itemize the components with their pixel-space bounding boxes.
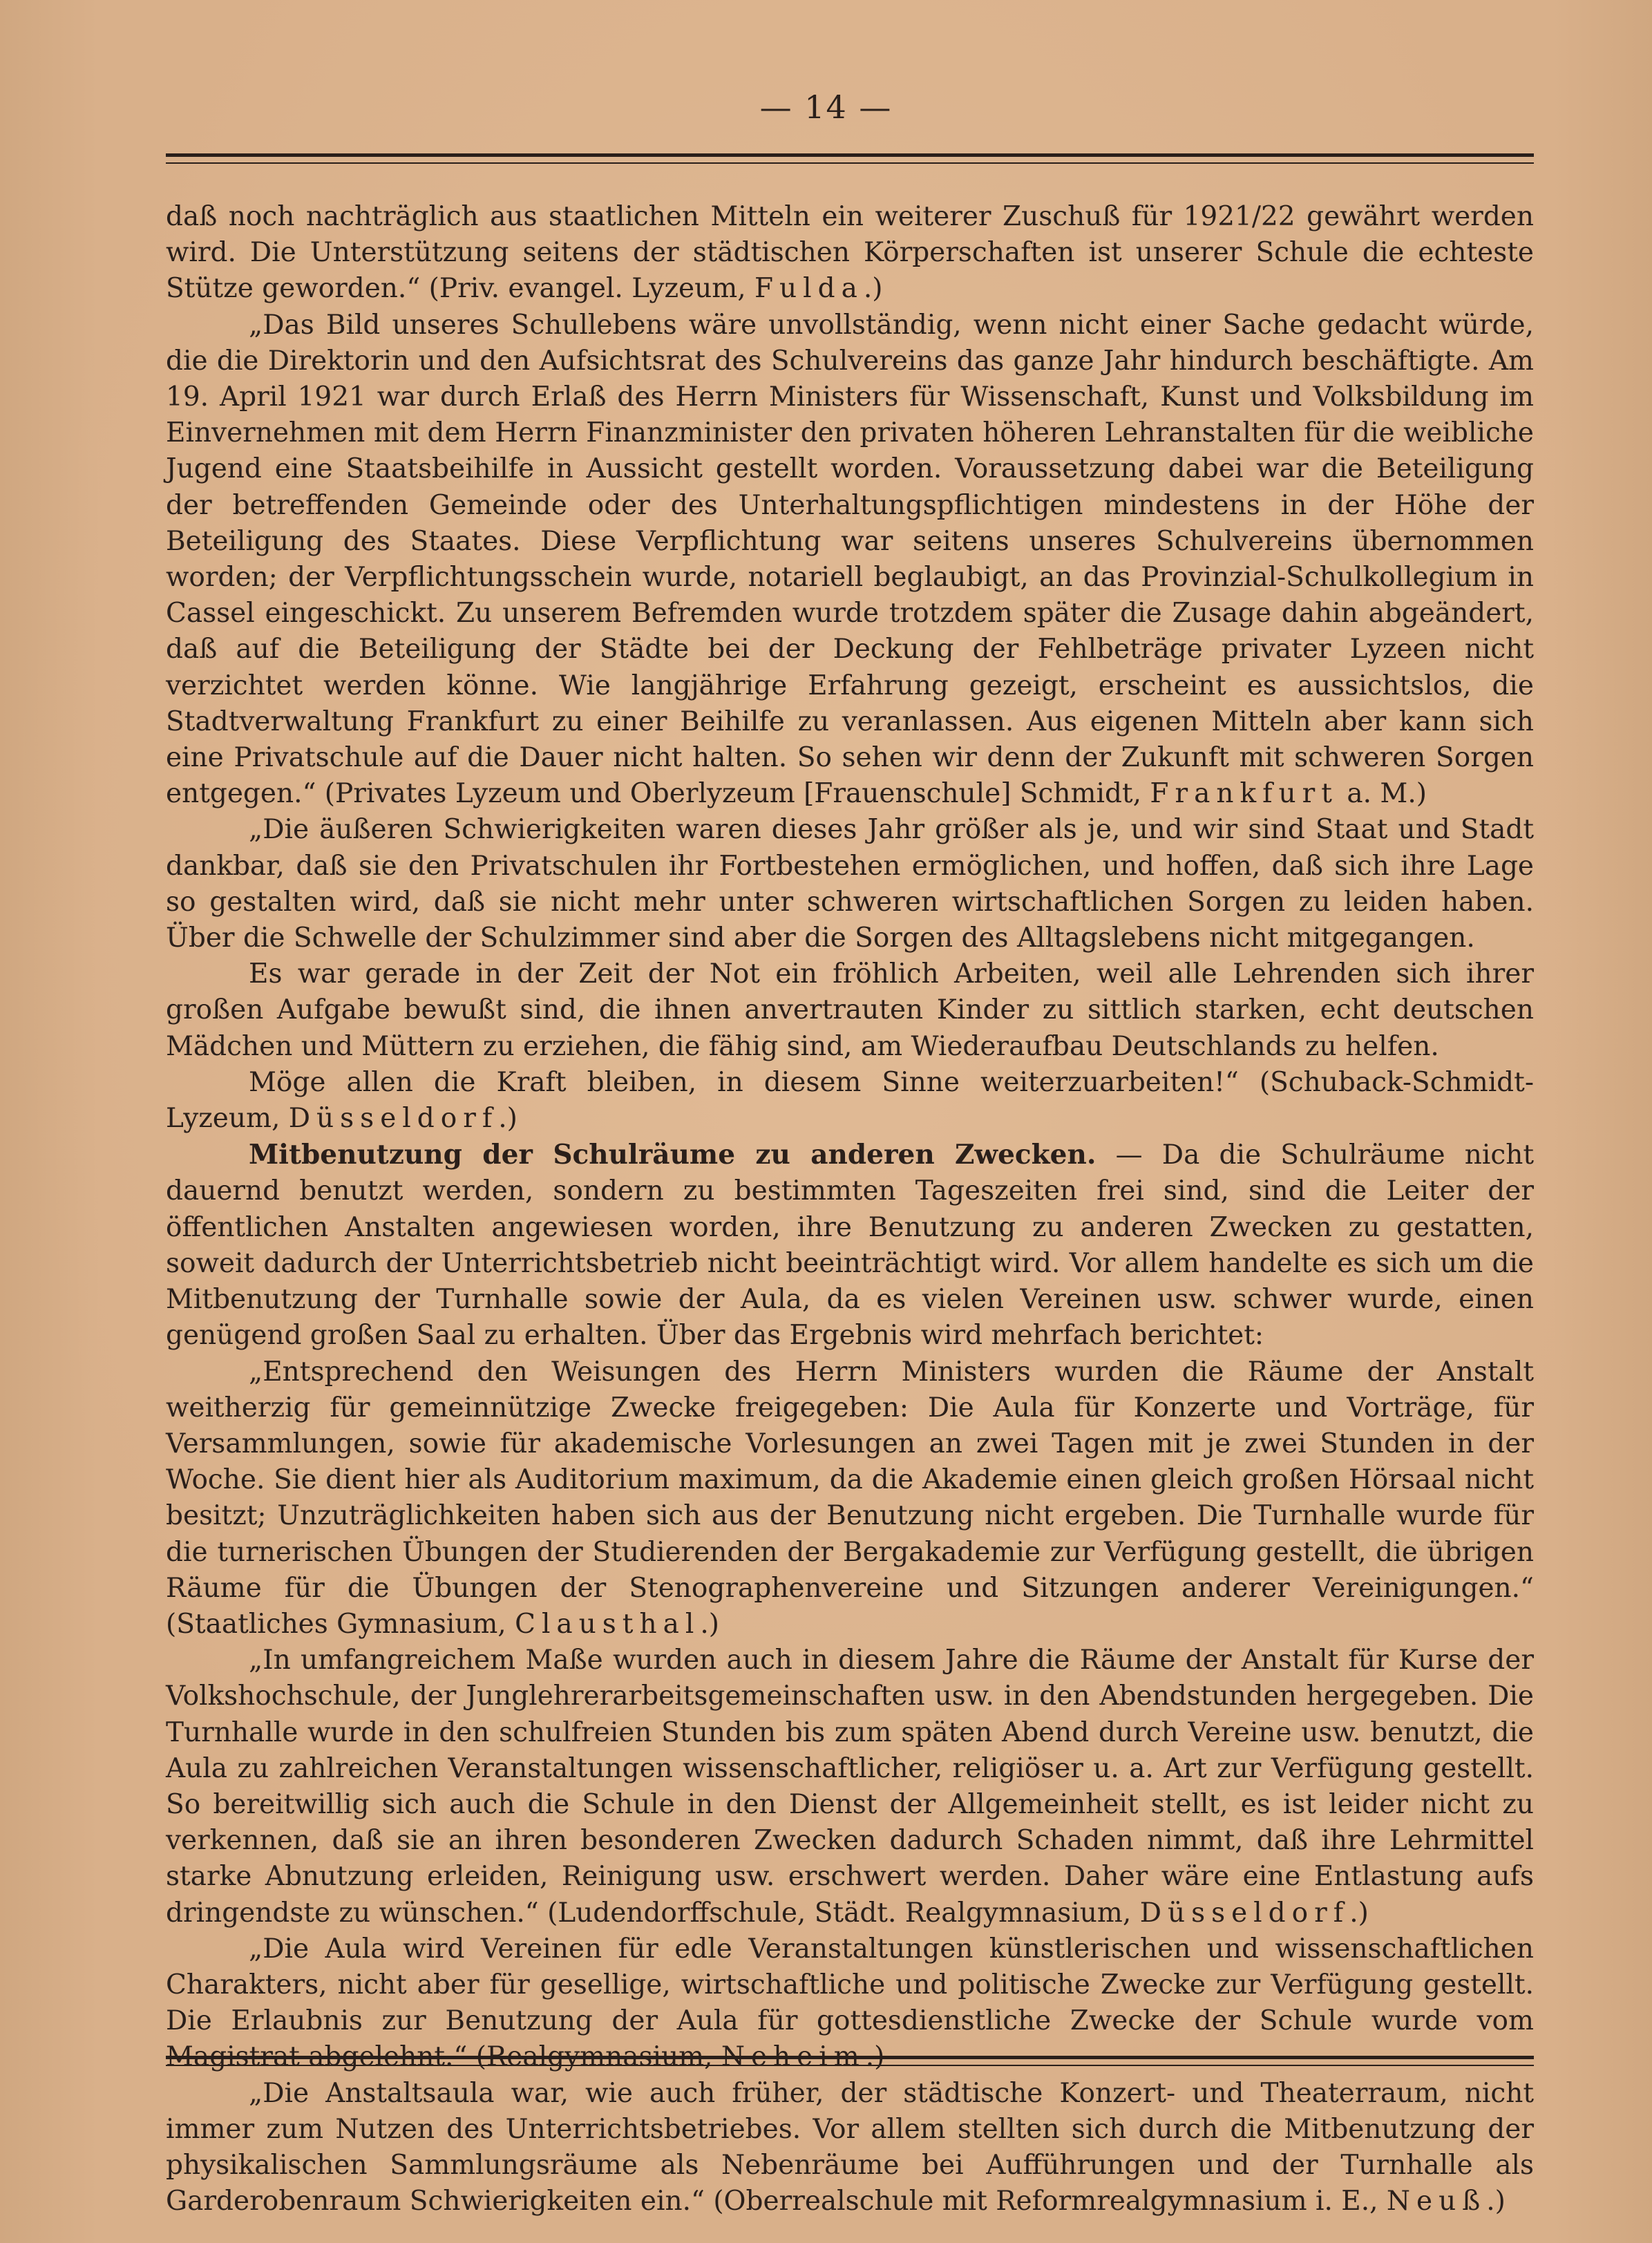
place-name: Düsseldorf [288, 1103, 499, 1135]
header-rule-thin [166, 162, 1534, 164]
page-number: — 14 — [759, 88, 893, 126]
place-name: Düsseldorf [1139, 1897, 1350, 1929]
place-name: Clausthal [515, 1608, 701, 1640]
paragraph: daß noch nachträglich aus staatlichen Mitteln ein weiterer Zuschuß für 1921/22 gewährt werden wird. Die Unterstützung seitens der städtischen Körperschaften ist unserer Schule die echteste Stütze geworden.“ (Priv. evangel. Lyzeum, Fulda.) [166, 201, 1534, 305]
place-name: Neheim [721, 2041, 866, 2073]
section-heading: Mitbenutzung der Schulräume zu anderen Zwecken. [249, 1139, 1096, 1171]
paragraph: Möge allen die Kraft bleiben, in diesem Sinne weiterzuarbeiten!“ (Schuback-Schmidt-Lyzeum, Düsseldorf.) [166, 1066, 1534, 1135]
place-name: Frankfurt [1150, 778, 1338, 810]
place-name: Fulda [754, 273, 864, 305]
footer-rule-thin [166, 2065, 1534, 2066]
body-text [166, 199, 1534, 2220]
header-rule [166, 153, 1534, 157]
paragraph: „Die Anstaltsaula war, wie auch früher, der städtische Konzert- und Theaterraum, nicht immer zum Nutzen des Unterrichtsbetriebes. Vor allem stellten sich durch die Mitbenutzung der physikalischen Sammlungsräume als Nebenräume bei Aufführungen und der Turnhalle als Garderobenraum Schwierigkeiten ein.“ (Oberrealschule mit Reformrealgymnasium i. E., Neuß.) [166, 2077, 1534, 2217]
paragraph: „In umfangreichem Maße wurden auch in diesem Jahre die Räume der Anstalt für Kurse der Volkshochschule, der Junglehrerarbeitsgemeinschaften usw. in den Abendstunden hergegeben. Die Turnhalle wurde in den schulfreien Stunden bis zum späten Abend durch Vereine usw. benutzt, die Aula zu zahlreichen Veranstaltungen wissenschaftlicher, religiöser u. a. Art zur Verfügung gestellt. So bereitwillig sich auch die Schule in den Dienst der Allgemeinheit stellt, es ist leider nicht zu verkennen, daß sie an ihren besonderen Zwecken dadurch Schaden nimmt, daß ihre Lehrmittel starke Abnutzung erleiden, Reinigung usw. erschwert werden. Daher wäre eine Entlastung aufs dringendste zu wünschen.“ (Ludendorffschule, Städt. Realgymnasium, Düsseldorf.) [166, 1645, 1534, 1929]
paragraph: Es war gerade in der Zeit der Not ein fröhlich Arbeiten, weil alle Lehrenden sich ihrer großen Aufgabe bewußt sind, die ihnen anvertrauten Kinder zu sittlich starken, echt deutschen Mädchen und Müttern zu erziehen, die fähig sind, am Wiederaufbau Deutschlands zu helfen. [166, 958, 1534, 1062]
paragraph: „Die äußeren Schwierigkeiten waren dieses Jahr größer als je, und wir sind Staat und Stadt dankbar, daß sie den Privatschulen ihr Fortbestehen ermöglichen, und hoffen, daß sich ihre Lage so gestalten wird, daß sie nicht mehr unter schweren wirtschaftlichen Sorgen zu leiden haben. Über die Schwelle der Schulzimmer sind aber die Sorgen des Alltagslebens nicht mitgegangen. [166, 814, 1534, 954]
place-name: Neuß [1386, 2186, 1487, 2217]
footer-rule [166, 2056, 1534, 2059]
paragraph: Mitbenutzung der Schulräume zu anderen Zwecken. — Da die Schulräume nicht dauernd benutzt werden, sondern zu bestimmten Tageszeiten frei sind, sind die Leiter der öffentlichen Anstalten angewiesen worden, ihre Benutzung zu anderen Zwecken zu gestatten, soweit dadurch der Unterrichtsbetrieb nicht beeinträchtigt wird. Vor allem handelte es sich um die Mitbenutzung der Turnhalle sowie der Aula, da es vielen Vereinen usw. schwer wurde, einen genügend großen Saal zu erhalten. Über das Ergebnis wird mehrfach berichtet: [166, 1139, 1534, 1352]
paragraph: „Das Bild unseres Schullebens wäre unvollständig, wenn nicht einer Sache gedacht würde, die die Direktorin und den Aufsichtsrat des Schulvereins das ganze Jahr hindurch beschäftigte. Am 19. April 1921 war durch Erlaß des Herrn Ministers für Wissenschaft, Kunst und Volksbildung im Einvernehmen mit dem Herrn Finanzminister den privaten höheren Lehranstalten für die weibliche Jugend eine Staatsbeihilfe in Aussicht gestellt worden. Voraussetzung dabei war die Beteiligung der betreffenden Gemeinde oder des Unterhaltungspflichtigen mindestens in der Höhe der Beteiligung des Staates. Diese Verpflichtung war seitens unseres Schulvereins übernommen worden; der Verpflichtungsschein wurde, notariell beglaubigt, an das Provinzial-Schulkollegium in Cassel eingeschickt. Zu unserem Befremden wurde trotzdem später die Zusage dahin abgeändert, daß auf die Beteiligung der Städte bei der Deckung der Fehlbeträge privater Lyzeen nicht verzichtet werden könne. Wie langjährige Erfahrung gezeigt, erscheint es aussichtslos, die Stadtverwaltung Frankfurt zu einer Beihilfe zu veranlassen. Aus eigenen Mitteln aber kann sich eine Privatschule auf die Dauer nicht halten. So sehen wir denn der Zukunft mit schweren Sorgen entgegen.“ (Privates Lyzeum und Oberlyzeum [Frauenschule] Schmidt, Frankfurt a. M.) [166, 309, 1534, 810]
paragraph: „Die Aula wird Vereinen für edle Veranstaltungen künstlerischen und wissenschaftlichen Charakters, nicht aber für gesellige, wirtschaftliche und politische Zwecke zur Verfügung gestellt. Die Erlaubnis zur Benutzung der Aula für gottesdienstliche Zwecke der Schule wurde vom Magistrat abgelehnt.“ (Realgymnasium, Neheim.) [166, 1933, 1534, 2073]
paragraph: „Entsprechend den Weisungen des Herrn Ministers wurden die Räume der Anstalt weitherzig für gemeinnützige Zwecke freigegeben: Die Aula für Konzerte und Vorträge, für Versammlungen, sowie für akademische Vorlesungen an zwei Tagen mit je zwei Stunden in der Woche. Sie dient hier als Auditorium maximum, da die Akademie einen gleich großen Hörsaal nicht besitzt; Unzuträglichkeiten haben sich aus der Benutzung nicht ergeben. Die Turnhalle wurde für die turnerischen Übungen der Studierenden der Bergakademie zur Verfügung gestellt, die übrigen Räume für die Übungen der Stenographenvereine und Sitzungen anderer Vereinigungen.“ (Staatliches Gymnasium, Clausthal.) [166, 1356, 1534, 1640]
